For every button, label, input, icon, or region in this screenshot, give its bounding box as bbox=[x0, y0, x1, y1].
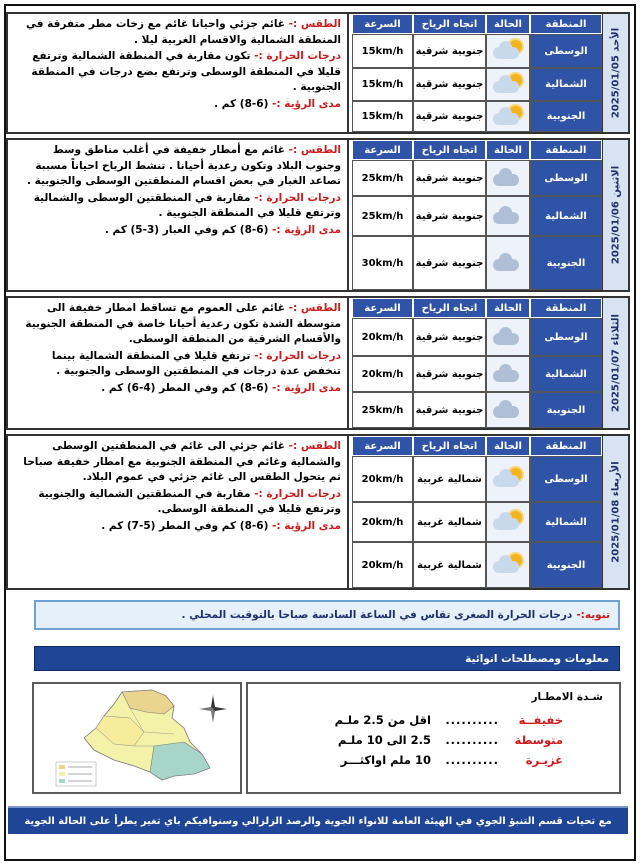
note-label: تنويه:- bbox=[576, 609, 610, 621]
day-block-4 bbox=[6, 434, 630, 590]
condition-cell bbox=[486, 160, 530, 196]
header-condition: الحالة bbox=[486, 436, 530, 456]
speed-cell: 20km/h bbox=[352, 502, 413, 542]
forecast-grid-2 bbox=[352, 140, 602, 290]
wind-dir-cell: جنوبية شرقية bbox=[413, 101, 486, 132]
date-column bbox=[602, 140, 628, 290]
weather-label: الطقس :- bbox=[288, 440, 341, 452]
visibility-label: مدى الرؤية :- bbox=[272, 381, 341, 394]
temp-label: درجات الحرارة :- bbox=[254, 191, 341, 204]
day-date: الثلاثاء 2025/01/07 bbox=[610, 314, 621, 412]
rain-row-light bbox=[260, 713, 603, 727]
visibility-text: (6-8) كم . bbox=[214, 97, 269, 110]
rain-row-heavy bbox=[260, 753, 603, 767]
wind-dir-cell: جنوبية شرقية bbox=[413, 392, 486, 428]
rain-value: 2.5 الى 10 ملـم bbox=[337, 733, 431, 747]
header-speed: السرعة bbox=[352, 298, 413, 318]
temp-text: مقاربة في المنطقتين الشمالية والجنوبية وترتفع قليلا في المنطقة الوسطى. bbox=[38, 487, 341, 515]
cloudy-icon bbox=[491, 250, 525, 276]
rain-dots: .......... bbox=[445, 713, 499, 727]
day-date: الاثنين 2025/01/06 bbox=[610, 165, 621, 265]
temp-text: تكون مقاربة في المنطقة الشمالية وترتفع قليلا في المنطقة الوسطى وترتفع بضع درجات في المنطقة الجنوبية . bbox=[31, 50, 341, 93]
wind-dir-cell: جنوبية شرقية bbox=[413, 318, 486, 356]
header-speed: السرعة bbox=[352, 140, 413, 160]
note-box bbox=[34, 600, 620, 630]
speed-cell: 15km/h bbox=[352, 68, 413, 101]
speed-cell: 25km/h bbox=[352, 160, 413, 196]
temp-label: درجات الحرارة :- bbox=[254, 349, 341, 362]
header-wind-dir: اتجاه الرياح bbox=[413, 436, 486, 456]
partly-cloudy-icon bbox=[491, 509, 525, 535]
visibility-text: (6-8) كم وفي المطر (5-7) كم . bbox=[101, 519, 269, 532]
condition-cell bbox=[486, 34, 530, 68]
partly-cloudy-icon bbox=[491, 104, 525, 130]
rain-intensity-box bbox=[246, 682, 621, 794]
visibility-label: مدى الرؤية :- bbox=[272, 223, 341, 236]
forecast-grid-4 bbox=[352, 436, 602, 588]
header-condition: الحالة bbox=[486, 298, 530, 318]
wind-dir-cell: جنوبية شرقية bbox=[413, 356, 486, 392]
visibility-text: (6-8) كم وفي الغبار (3-5) كم . bbox=[104, 223, 269, 236]
temp-label: درجات الحرارة :- bbox=[254, 50, 341, 62]
forecast-grid-3 bbox=[352, 298, 602, 428]
cloudy-icon bbox=[491, 203, 525, 229]
day-date: الأربعاء 2025/01/08 bbox=[610, 461, 621, 563]
wind-dir-cell: جنوبية شرقية bbox=[413, 236, 486, 290]
forecast-grid-1 bbox=[352, 14, 602, 132]
region-cell: الشمالية bbox=[530, 68, 602, 101]
cloudy-icon bbox=[491, 324, 525, 350]
header-condition: الحالة bbox=[486, 140, 530, 160]
rain-dots: .......... bbox=[445, 733, 499, 747]
visibility-label: مدى الرؤية :- bbox=[272, 97, 341, 110]
header-region: المنطقة bbox=[530, 298, 602, 318]
wind-dir-cell: جنوبية شرقية bbox=[413, 68, 486, 101]
weather-text: غائم جزئي الى غائم في المنطقتين الوسطى والشمالية وغائم في المنطقة الجنوبية مع امطار خفيفة صباحا ثم يتحول الطقس الى غائم جزئي في عموم البلاد. bbox=[23, 440, 341, 483]
header-wind-dir: اتجاه الرياح bbox=[413, 14, 486, 34]
condition-cell bbox=[486, 456, 530, 502]
condition-cell bbox=[486, 196, 530, 236]
date-column bbox=[602, 436, 628, 588]
note-text: درجات الحرارة الصغرى تقاس في الساعة السادسة صباحا بالتوقيت المحلي . bbox=[181, 609, 573, 621]
date-column bbox=[602, 298, 628, 428]
speed-cell: 20km/h bbox=[352, 456, 413, 502]
weather-text: غائم مع أمطار خفيفة في أغلب مناطق وسط وجنوب البلاد وتكون رعدية أحيانا . تنشط الرياح احياناً مسببة تصاعد الغبار في بعض اقسام المنطقتين الوسطى والجنوبية . bbox=[26, 144, 341, 187]
condition-cell bbox=[486, 392, 530, 428]
speed-cell: 25km/h bbox=[352, 196, 413, 236]
header-wind-dir: اتجاه الرياح bbox=[413, 298, 486, 318]
partly-cloudy-icon bbox=[491, 466, 525, 492]
region-cell: الجنوبية bbox=[530, 236, 602, 290]
header-speed: السرعة bbox=[352, 436, 413, 456]
condition-cell bbox=[486, 542, 530, 588]
footer-text: مع تحيات قسم التنبؤ الجوي في الهيئة العامة للانواء الجوية والرصد الزلزالي وسنوافيكم باي تغير يطرأ على الحالة الجوية bbox=[24, 815, 612, 827]
visibility-label: مدى الرؤية :- bbox=[272, 519, 341, 532]
region-cell: الوسطى bbox=[530, 318, 602, 356]
rain-value: اقل من 2.5 ملـم bbox=[334, 713, 431, 727]
speed-cell: 20km/h bbox=[352, 318, 413, 356]
cloudy-icon bbox=[491, 397, 525, 423]
region-cell: الشمالية bbox=[530, 502, 602, 542]
region-cell: الشمالية bbox=[530, 356, 602, 392]
wind-dir-cell: شمالية غربية bbox=[413, 456, 486, 502]
weather-label: الطقس :- bbox=[288, 302, 341, 314]
condition-cell bbox=[486, 236, 530, 290]
speed-cell: 25km/h bbox=[352, 392, 413, 428]
footer-bar bbox=[8, 806, 628, 834]
header-region: المنطقة bbox=[530, 436, 602, 456]
region-cell: الوسطى bbox=[530, 34, 602, 68]
speed-cell: 20km/h bbox=[352, 542, 413, 588]
day-description-4 bbox=[8, 436, 349, 588]
wind-dir-cell: شمالية غربية bbox=[413, 502, 486, 542]
day-block-1 bbox=[6, 12, 630, 134]
speed-cell: 20km/h bbox=[352, 356, 413, 392]
rain-dots: .......... bbox=[445, 753, 499, 767]
weather-label: الطقس :- bbox=[288, 18, 341, 30]
region-cell: الوسطى bbox=[530, 456, 602, 502]
header-region: المنطقة bbox=[530, 14, 602, 34]
condition-cell bbox=[486, 318, 530, 356]
rain-label: غزيـرة bbox=[525, 753, 563, 767]
weather-text: غائم جزئي واحيانا غائم مع زخات مطر متفرقة في المنطقة الشمالية والاقسام الغربية ليلا . bbox=[25, 18, 341, 46]
header-wind-dir: اتجاه الرياح bbox=[413, 140, 486, 160]
day-date: الأحد 2025/01/05 bbox=[610, 27, 621, 119]
temp-label: درجات الحرارة :- bbox=[254, 487, 341, 500]
wind-dir-cell: جنوبية شرقية bbox=[413, 160, 486, 196]
info-title-bar bbox=[34, 646, 620, 671]
rain-row-moderate bbox=[260, 733, 603, 747]
condition-cell bbox=[486, 68, 530, 101]
region-cell: الجنوبية bbox=[530, 101, 602, 132]
rain-value: 10 ملم اواكثـــر bbox=[340, 753, 431, 767]
wind-dir-cell: جنوبية شرقية bbox=[413, 196, 486, 236]
condition-cell bbox=[486, 101, 530, 132]
visibility-text: (6-8) كم وفي المطر (4-6) كم . bbox=[101, 381, 269, 394]
region-cell: الوسطى bbox=[530, 160, 602, 196]
weather-text: غائم على العموم مع تساقط امطار خفيفة الى متوسطة الشدة تكون رعدية أحيانا خاصة في المنطقة الجنوبية والأقسام الشرقية من المنطقة الوسطى. bbox=[25, 302, 341, 345]
day-block-3 bbox=[6, 296, 630, 430]
day-description-2 bbox=[8, 140, 349, 290]
condition-cell bbox=[486, 356, 530, 392]
compass-rose-icon bbox=[198, 694, 228, 724]
partly-cloudy-icon bbox=[491, 72, 525, 98]
weather-label: الطقس :- bbox=[288, 144, 341, 156]
region-cell: الجنوبية bbox=[530, 542, 602, 588]
info-title: معلومات ومصطلحات انوائية bbox=[465, 652, 609, 665]
header-condition: الحالة bbox=[486, 14, 530, 34]
partly-cloudy-icon bbox=[491, 552, 525, 578]
cloudy-icon bbox=[491, 165, 525, 191]
rain-label: خفيفــة bbox=[518, 713, 563, 727]
iraq-map bbox=[32, 682, 242, 794]
speed-cell: 15km/h bbox=[352, 101, 413, 132]
condition-cell bbox=[486, 502, 530, 542]
header-speed: السرعة bbox=[352, 14, 413, 34]
day-description-3 bbox=[8, 298, 349, 428]
date-column bbox=[602, 14, 628, 132]
region-cell: الشمالية bbox=[530, 196, 602, 236]
wind-dir-cell: جنوبية شرقية bbox=[413, 34, 486, 68]
rain-label: متوسطة bbox=[514, 733, 563, 747]
cloudy-icon bbox=[491, 361, 525, 387]
day-description-1 bbox=[8, 14, 349, 132]
header-region: المنطقة bbox=[530, 140, 602, 160]
rain-title: شـدة الامطـار bbox=[531, 691, 603, 703]
region-cell: الجنوبية bbox=[530, 392, 602, 428]
speed-cell: 30km/h bbox=[352, 236, 413, 290]
temp-text: مقاربة في المنطقتين الوسطى والشمالية وترتفع قليلا في المنطقة الجنوبية . bbox=[33, 191, 341, 219]
speed-cell: 15km/h bbox=[352, 34, 413, 68]
wind-dir-cell: شمالية غربية bbox=[413, 542, 486, 588]
temp-text: ترتفع قليلا في المنطقة الشمالية بينما تنخفض عدة درجات في المنطقتين الوسطى والجنوبية . bbox=[51, 349, 341, 377]
day-block-2 bbox=[6, 138, 630, 292]
partly-cloudy-icon bbox=[491, 38, 525, 64]
